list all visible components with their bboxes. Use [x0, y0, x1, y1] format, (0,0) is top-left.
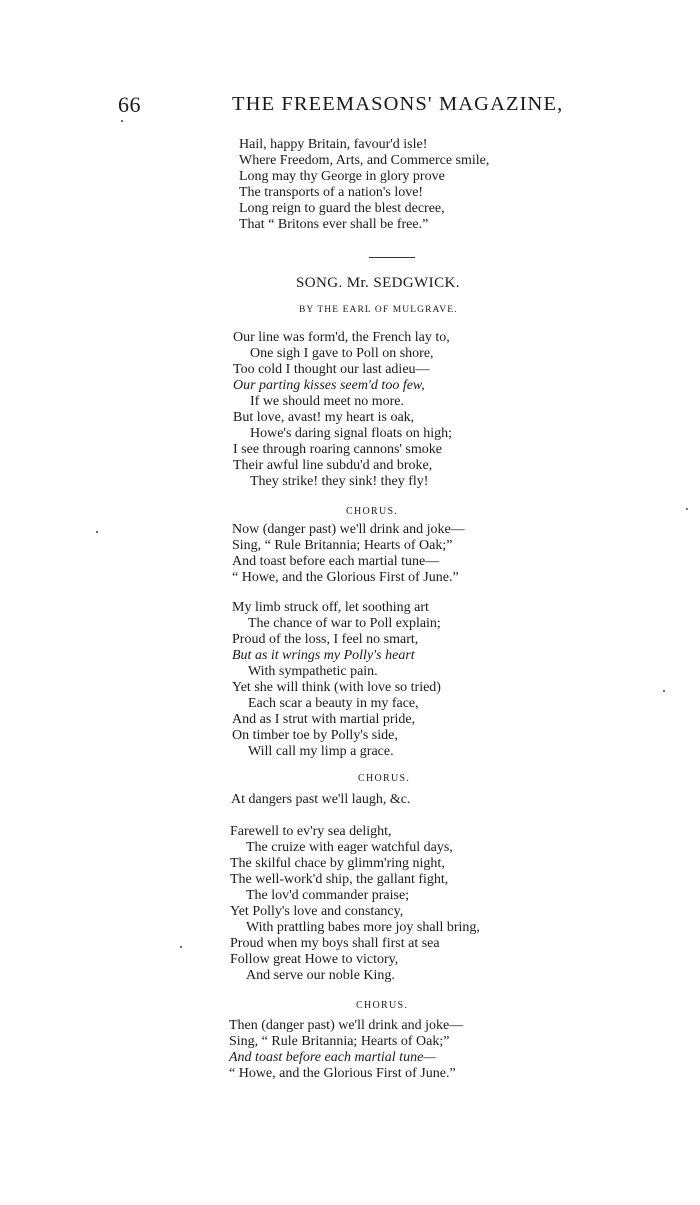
chorus-label: CHORUS. [356, 1000, 409, 1011]
stanza-line: Yet she will think (with love so tried) [232, 680, 441, 695]
stanza-line: The cruize with eager watchful days, [246, 840, 453, 855]
scan-speck [180, 946, 182, 948]
verse-line: The transports of a nation's love! [239, 185, 424, 200]
running-title: THE FREEMASONS' MAGAZINE, [232, 93, 564, 115]
stanza-line: The well-work'd ship, the gallant fight, [230, 872, 449, 887]
verse-line: Where Freedom, Arts, and Commerce smile, [239, 153, 490, 168]
chorus-label: CHORUS. [346, 506, 399, 517]
stanza-line: Yet Polly's love and constancy, [230, 904, 404, 919]
stanza-line: Too cold I thought our last adieu— [233, 362, 430, 377]
verse-line: That “ Britons ever shall be free.” [239, 217, 429, 232]
section-divider [369, 257, 415, 258]
verse-line: Long may thy George in glory prove [239, 169, 445, 184]
scan-speck [663, 690, 665, 692]
stanza-line: With sympathetic pain. [248, 664, 378, 679]
stanza-line: And as I strut with martial pride, [232, 712, 416, 727]
stanza-line: Farewell to ev'ry sea delight, [230, 824, 392, 839]
scan-speck [686, 508, 688, 510]
stanza-line: My limb struck off, let soothing art [232, 600, 429, 615]
stanza-line: Proud of the loss, I feel no smart, [232, 632, 419, 647]
chorus-line: Sing, “ Rule Britannia; Hearts of Oak;” [229, 1034, 450, 1049]
chorus-line: Sing, “ Rule Britannia; Hearts of Oak;” [232, 538, 453, 553]
scan-speck [96, 531, 98, 533]
stanza-line: Follow great Howe to victory, [230, 952, 399, 967]
chorus-line: And toast before each martial tune— [229, 1050, 436, 1065]
stanza-line: One sigh I gave to Poll on shore, [250, 346, 434, 361]
chorus-line: At dangers past we'll laugh, &c. [231, 792, 411, 807]
stanza-line: The skilful chace by glimm'ring night, [230, 856, 445, 871]
stanza-line: Will call my limp a grace. [248, 744, 394, 759]
stanza-line: If we should meet no more. [250, 394, 404, 409]
stanza-line: And serve our noble King. [246, 968, 395, 983]
page-number: 66 [118, 92, 141, 117]
song-heading: SONG. Mr. SEDGWICK. [296, 275, 460, 291]
stanza-line: But as it wrings my Polly's heart [232, 648, 415, 663]
stanza-line: The lov'd commander praise; [246, 888, 410, 903]
verse-line: Long reign to guard the blest decree, [239, 201, 445, 216]
stanza-line: They strike! they sink! they fly! [250, 474, 429, 489]
stanza-line: I see through roaring cannons' smoke [233, 442, 442, 457]
stanza-line: Our line was form'd, the French lay to, [233, 330, 450, 345]
stanza-line: Proud when my boys shall first at sea [230, 936, 440, 951]
scan-speck [121, 120, 123, 122]
chorus-line: Now (danger past) we'll drink and joke— [232, 522, 465, 537]
verse-line: Hail, happy Britain, favour'd isle! [239, 137, 428, 152]
stanza-line: But love, avast! my heart is oak, [233, 410, 415, 425]
stanza-line: With prattling babes more joy shall bring, [246, 920, 480, 935]
chorus-line: “ Howe, and the Glorious First of June.” [232, 570, 459, 585]
stanza-line: Howe's daring signal floats on high; [250, 426, 452, 441]
song-byline: BY THE EARL OF MULGRAVE. [299, 305, 458, 315]
stanza-line: On timber toe by Polly's side, [232, 728, 398, 743]
stanza-line: The chance of war to Poll explain; [248, 616, 441, 631]
chorus-label: CHORUS. [358, 773, 411, 784]
chorus-line: “ Howe, and the Glorious First of June.” [229, 1066, 456, 1081]
chorus-line: Then (danger past) we'll drink and joke— [229, 1018, 464, 1033]
stanza-line: Their awful line subdu'd and broke, [233, 458, 433, 473]
stanza-line: Our parting kisses seem'd too few, [233, 378, 425, 393]
chorus-line: And toast before each martial tune— [232, 554, 440, 569]
stanza-line: Each scar a beauty in my face, [248, 696, 419, 711]
